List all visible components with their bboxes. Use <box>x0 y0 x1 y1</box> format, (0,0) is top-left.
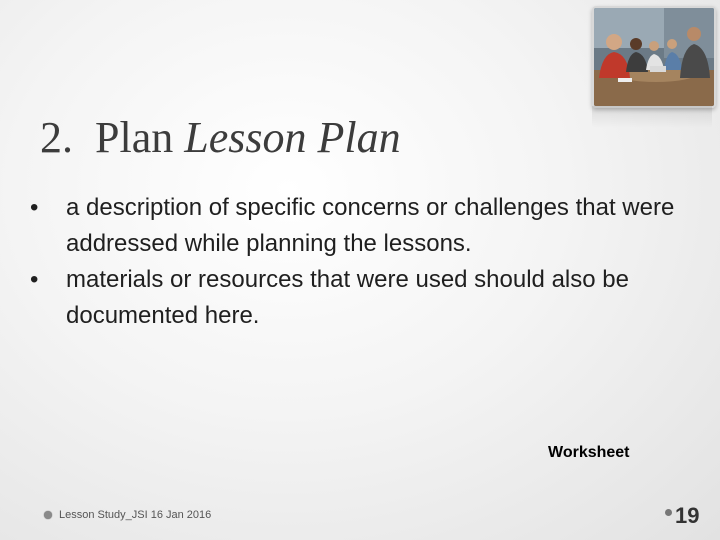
footer-text: Lesson Study_JSI 16 Jan 2016 <box>59 509 212 521</box>
bullet-text: materials or resources that were used should also be documented here. <box>66 266 629 329</box>
bullet-list <box>30 190 690 334</box>
page-number <box>665 503 699 529</box>
page-number-text: 19 <box>675 503 700 528</box>
bullet-item <box>30 262 690 334</box>
page-dot-icon <box>665 509 672 516</box>
meeting-photo <box>592 6 716 108</box>
bullet-item <box>30 190 690 262</box>
footer-dot-icon <box>44 511 52 519</box>
title-number: 2. <box>40 113 73 162</box>
bullet-text: a description of specific concerns or challenges that were addressed while planning the lessons. <box>66 194 675 257</box>
photo-reflection <box>592 106 712 128</box>
bullet-dot-icon: • <box>30 194 39 221</box>
worksheet-label: Worksheet <box>548 444 630 461</box>
title-regular: Plan <box>95 113 174 162</box>
slide-title <box>40 112 401 163</box>
slide-footer <box>44 509 211 521</box>
title-italic: Lesson Plan <box>184 113 401 162</box>
bullet-dot-icon: • <box>30 266 39 293</box>
